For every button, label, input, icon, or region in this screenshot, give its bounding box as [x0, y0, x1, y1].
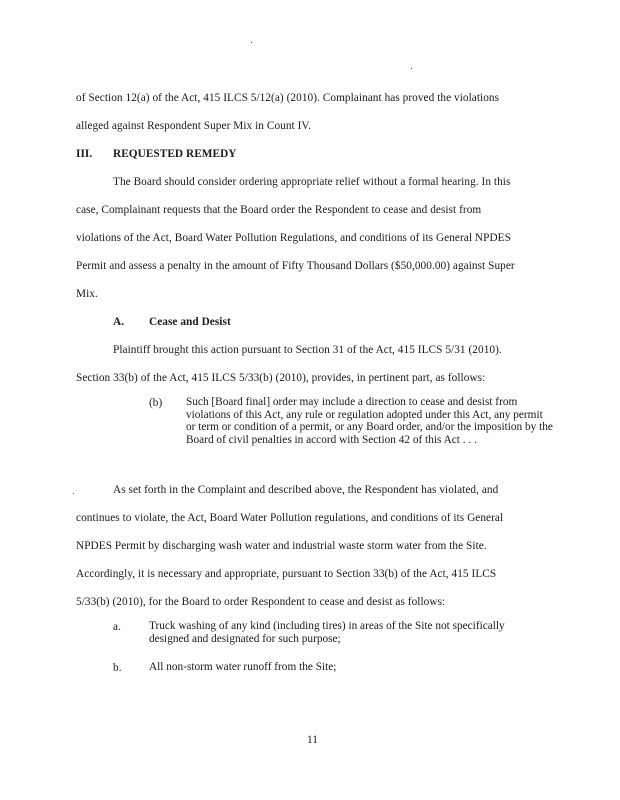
subheading-title: Cease and Desist: [149, 316, 231, 328]
paragraph-line: Accordingly, it is necessary and appropriate, pursuant to Section 33(b) of the Act, 415 ILCS: [76, 568, 497, 580]
scan-speck: [411, 68, 412, 69]
text-line: alleged against Respondent Super Mix in Count IV.: [76, 120, 312, 132]
paragraph-line: violations of the Act, Board Water Pollution Regulations, and conditions of its General NPDES: [76, 232, 511, 244]
scan-speck: [251, 42, 252, 43]
section-title: REQUESTED REMEDY: [113, 148, 237, 160]
paragraph-line: Section 33(b) of the Act, 415 ILCS 5/33(b) (2010), provides, in pertinent part, as follows:: [76, 372, 486, 384]
paragraph-line: As set forth in the Complaint and described above, the Respondent has violated, and: [113, 484, 499, 496]
scan-speck: [73, 493, 74, 494]
paragraph-line: case, Complainant requests that the Board order the Respondent to cease and desist from: [76, 204, 482, 216]
text-line: of Section 12(a) of the Act, 415 ILCS 5/12(a) (2010). Complainant has proved the violations: [76, 92, 500, 104]
paragraph-line: The Board should consider ordering appropriate relief without a formal hearing. In this: [113, 176, 511, 188]
paragraph-line: continues to violate, the Act, Board Water Pollution regulations, and conditions of its General: [76, 512, 504, 524]
subheading-letter: A.: [113, 316, 125, 328]
list-item-text: Truck washing of any kind (including tires) in areas of the Site not specifically designed and designated for such purpose;: [149, 620, 505, 645]
list-item-letter: a.: [113, 621, 121, 633]
paragraph-line: NPDES Permit by discharging wash water and industrial waste storm water from the Site.: [76, 540, 487, 552]
quote-marker: (b): [149, 397, 163, 409]
paragraph-line: Permit and assess a penalty in the amount of Fifty Thousand Dollars ($50,000.00) against Super: [76, 260, 515, 272]
page-number: 11: [307, 734, 318, 746]
block-quote: Such [Board final] order may include a direction to cease and desist from violations of this Act, any rule or regulation adopted under this Act, any permit or term or condition of a permit, or any Board order, and/or the imposition by the Board of civil penalties in accord with Section 42 of this Act . . .: [186, 396, 553, 446]
list-item-text: All non-storm water runoff from the Site;: [149, 661, 337, 673]
paragraph-line: Plaintiff brought this action pursuant to Section 31 of the Act, 415 ILCS 5/31 (2010).: [113, 344, 502, 356]
paragraph-line: Mix.: [76, 288, 98, 300]
paragraph-line: 5/33(b) (2010), for the Board to order Respondent to cease and desist as follows:: [76, 596, 446, 608]
section-number: III.: [76, 148, 93, 160]
list-item-letter: b.: [113, 662, 122, 674]
